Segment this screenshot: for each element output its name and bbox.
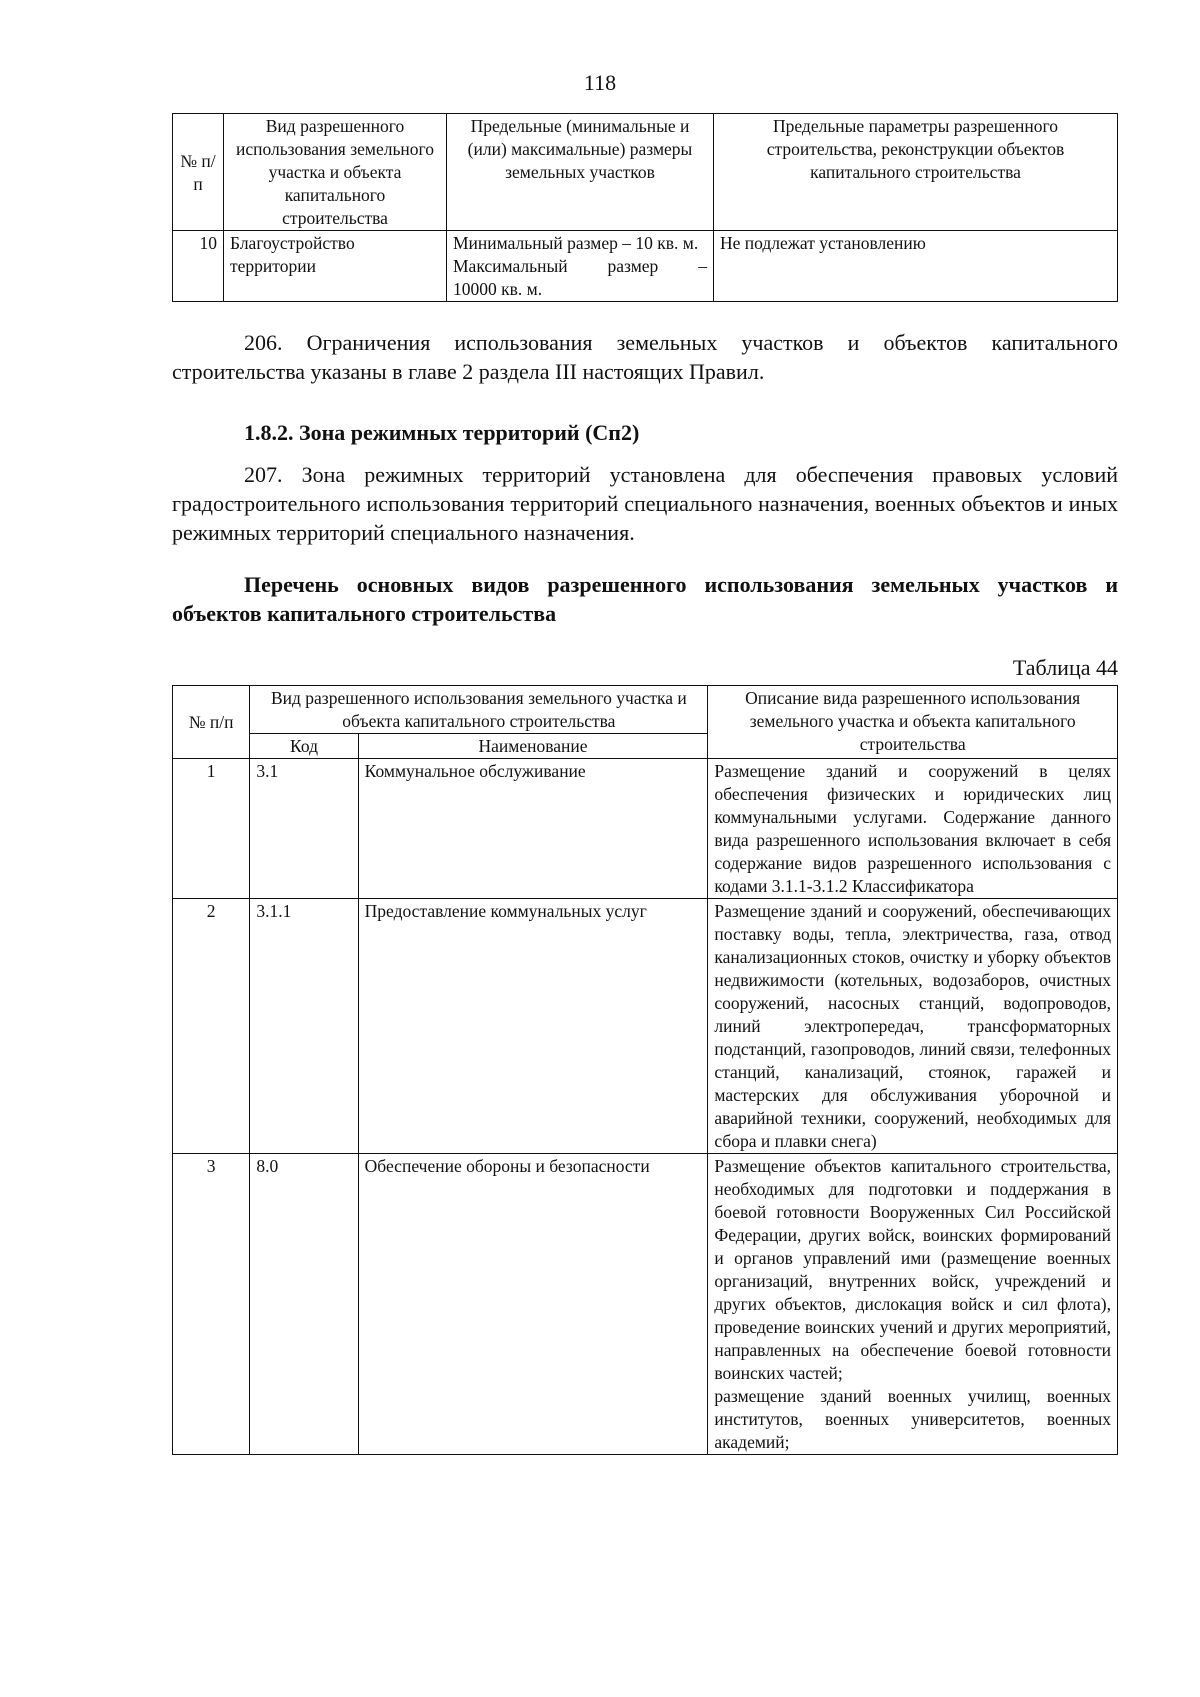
header-code: Код (250, 734, 358, 759)
row-num: 2 (173, 899, 250, 1154)
row-params: Не подлежат установлению (714, 231, 1118, 302)
header-name: Наименование (358, 734, 708, 759)
table-row (173, 899, 1118, 1154)
row-description-part1: Размещение объектов капитального строительства, необходимых для подготовки и поддержания в боевой готовности Вооруженных Сил Российской Федерации, других войск, воинских формирований и органов управлений ими (размещение военных организаций, внутренних войск, учреждений и других объектов, дислокация войск и сил флота), проведение воинских учений и других мероприятий, направленных на обеспечение боевой готовности воинских частей; (714, 1156, 1111, 1383)
row-description (708, 1154, 1118, 1455)
zone-parameters-table (172, 113, 1118, 302)
paragraph-207 (172, 460, 1118, 547)
row-code: 3.1 (250, 759, 358, 899)
page-number: 118 (583, 70, 617, 95)
header-num: № п/п (173, 686, 250, 759)
max-label-b: размер (607, 256, 659, 276)
table-row (173, 1154, 1118, 1455)
max-label-a: Максимальный (453, 256, 568, 276)
header-description: Описание вида разрешенного использования земельного участка и объекта капитального строительства (708, 686, 1118, 759)
row-num: 10 (173, 231, 224, 302)
row-description: Размещение зданий и сооружений в целях обеспечения физических и юридических лиц коммунальными услугами. Содержание данного вида разрешенного использования включает в себя содержание видов разрешенного использования с кодами 3.1.1-3.1.2 Классификатора (708, 759, 1118, 899)
permitted-uses-table (172, 685, 1118, 1455)
max-dash: – (698, 256, 707, 276)
header-params: Предельные параметры разрешенного строительства, реконструкции объектов капитального строительства (714, 114, 1118, 231)
table-row (173, 231, 1118, 302)
max-size-value: 10000 кв. м. (453, 279, 543, 299)
row-num: 3 (173, 1154, 250, 1455)
row-name: Обеспечение обороны и безопасности (358, 1154, 708, 1455)
table-header-row (173, 114, 1118, 231)
table-caption: Таблица 44 (1012, 655, 1118, 680)
table-row (173, 759, 1118, 899)
header-sizes: Предельные (минимальные и (или) максимальные) размеры земельных участков (447, 114, 714, 231)
row-num: 1 (173, 759, 250, 899)
list-title: Перечень основных видов разрешенного использования земельных участков и объектов капитального строительства (172, 572, 1118, 626)
row-name: Предоставление коммунальных услуг (358, 899, 708, 1154)
row-code: 8.0 (250, 1154, 358, 1455)
paragraph-206 (172, 328, 1118, 386)
max-size-label (453, 255, 707, 278)
row-kind: Благоустройство территории (224, 231, 447, 302)
section-heading: 1.8.2. Зона режимных территорий (Сп2) (244, 420, 640, 445)
table-header-row (173, 686, 1118, 734)
row-name: Коммунальное обслуживание (358, 759, 708, 899)
min-size: Минимальный размер – 10 кв. м. (453, 233, 699, 253)
row-code: 3.1.1 (250, 899, 358, 1154)
paragraph-206-text: 206. Ограничения использования земельных участков и объектов капитального строительства указаны в главе 2 раздела III настоящих Правил. (172, 330, 1118, 384)
header-kind-group: Вид разрешенного использования земельного участка и объекта капитального строительства (250, 686, 708, 734)
paragraph-207-text: 207. Зона режимных территорий установлена для обеспечения правовых условий градостроительного использования территорий специального назначения, военных объектов и иных режимных территорий специального назначения. (172, 462, 1118, 545)
row-sizes (447, 231, 714, 302)
header-num: № п/п (173, 114, 224, 231)
row-description-part2: размещение зданий военных училищ, военных институтов, военных университетов, военных академий; (714, 1386, 1111, 1452)
header-kind: Вид разрешенного использования земельного участка и объекта капитального строительства (224, 114, 447, 231)
row-description: Размещение зданий и сооружений, обеспечивающих поставку воды, тепла, электричества, газа, отвод канализационных стоков, очистку и уборку объектов недвижимости (котельных, водозаборов, очистных сооружений, насосных станций, водопроводов, линий электропередач, трансформаторных подстанций, газопроводов, линий связи, телефонных станций, канализаций, стоянок, гаражей и мастерских для обслуживания уборочной и аварийной техники, сооружений, необходимых для сбора и плавки снега) (708, 899, 1118, 1154)
